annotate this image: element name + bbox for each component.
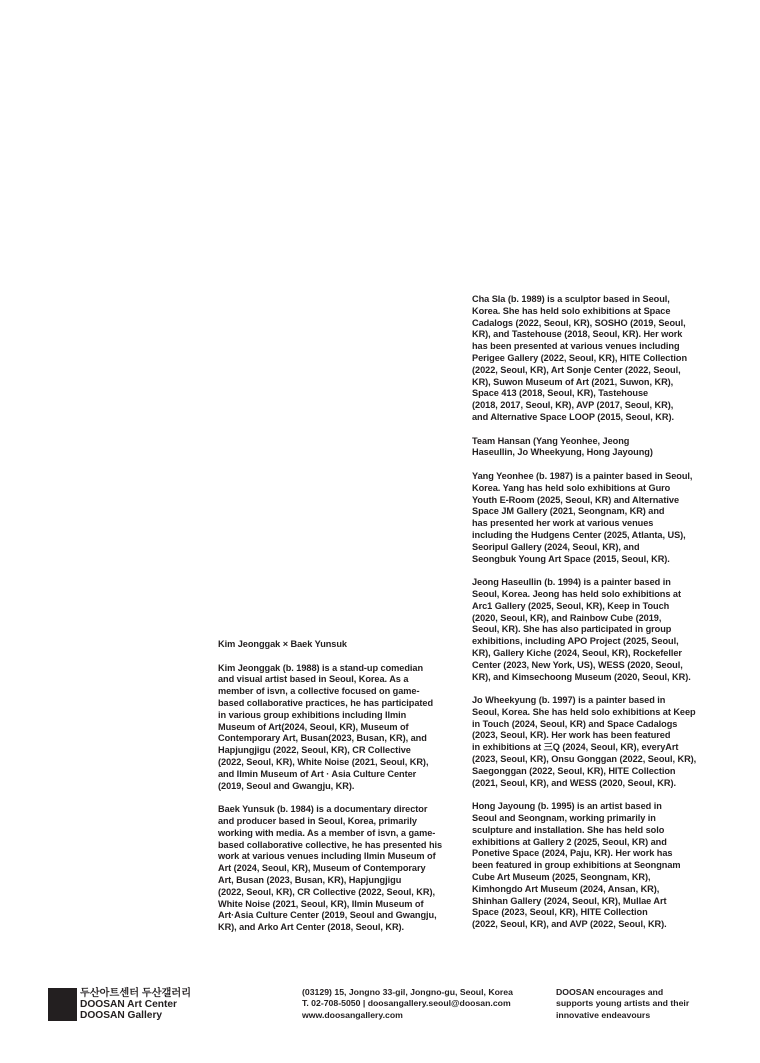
logo-art-center: DOOSAN Art Center [80, 999, 177, 1010]
bio-hong-jayoung: Hong Jayoung (b. 1995) is an artist based in Seoul and Seongnam, working primarily in sculpture and installation. She has held solo exhibitions at Gallery 2 (2025, Seoul, KR) and Ponetive Space (2024, Paju, KR). Her work has been featured in group exhibitions at Seongnam Cube Art Museum (2025, Seongnam, KR), Kimhongdo Art Museum (2024, Ansan, KR), Shinhan Gallery (2024, Seoul, KR), Mullae Art Space (2023, Seoul, KR), HITE Collection (2022, Seoul, KR), and AVP (2022, Seoul, KR). [472, 801, 681, 930]
right-column [472, 294, 718, 931]
slogan-line-1: DOOSAN encourages and [556, 987, 664, 997]
footer-phone-email: T. 02-708-5050 | doosangallery.seoul@doosan.com [302, 998, 511, 1009]
section-heading-kim-baek: Kim Jeonggak × Baek Yunsuk [218, 639, 347, 649]
logo-text [80, 988, 240, 1021]
slogan-line-3: innovative endeavours [556, 1009, 651, 1020]
logo-korean-name: 두산아트센터 두산갤러리 [80, 988, 192, 999]
bio-kim-jeonggak: Kim Jeonggak (b. 1988) is a stand-up comedian and visual artist based in Seoul, Korea. As a member of isvn, a collective focused on game- based collaborative practices, he has participated in various group exhibitions including Ilmin Museum of Art(2024, Seoul, KR), Museum of Contemporary Art, Busan(2023, Busan, KR), and Hapjungjigu (2022, Seoul, KR), CR Collective (2022, Seoul, KR), White Noise (2021, Seoul, KR), and Ilmin Museum of Art · Asia Culture Center (2019, Seoul and Gwangju, KR). [218, 662, 434, 791]
bio-cha-sla: Cha Sla (b. 1989) is a sculptor based in Seoul, Korea. She has held solo exhibitions at Space Cadalogs (2022, Seoul, KR), SOSHO (2019, Seoul, KR), and Tastehouse (2018, Seoul, KR). Her work has been presented at various venues including Perigee Gallery (2022, Seoul, KR), HITE Collection (2022, Seoul, KR), Art Sonje Center (2022, Seoul, KR), Suwon Museum of Art (2021, Suwon, KR), Space 413 (2018, Seoul, KR), Tastehouse (2018, 2017, Seoul, KR), AVP (2017, Seoul, KR), and Alternative Space LOOP (2015, Seoul, KR). [472, 294, 688, 422]
bio-baek-yunsuk: Baek Yunsuk (b. 1984) is a documentary director and producer based in Seoul, Korea, primarily working with media. As a member of isvn, a game- based collaborative collective, he has presented his work at various venues including Ilmin Museum of Art (2024, Seoul, KR), Museum of Contemporary Art, Busan (2023, Busan, KR), Hapjungjigu (2022, Seoul, KR), CR Collective (2022, Seoul, KR), White Noise (2021, Seoul, KR), Ilmin Museum of Art·Asia Culture Center (2019, Seoul and Gwangju, KR), and Arko Art Center (2018, Seoul, KR). [218, 804, 443, 933]
footer-slogan [556, 987, 736, 1021]
section-heading-team-hansan: Team Hansan (Yang Yeonhee, Jeong Haseullin, Jo Wheekyung, Hong Jayoung) [472, 435, 653, 458]
slogan-line-2: supports young artists and their [556, 998, 690, 1009]
footer-website-link[interactable]: www.doosangallery.com [302, 1009, 403, 1020]
logo-gallery: DOOSAN Gallery [80, 1010, 163, 1021]
logo-square-icon [48, 988, 77, 1021]
left-column [218, 639, 458, 934]
bio-jeong-haseullin: Jeong Haseullin (b. 1994) is a painter based in Seoul, Korea. Jeong has held solo exhibitions at Arc1 Gallery (2025, Seoul, KR), Keep in Touch (2020, Seoul, KR), and Rainbow Cube (2019, Seoul, KR). She has also participated in group exhibitions, including APO Project (2025, Seoul, KR), Gallery Kiche (2024, Seoul, KR), Rockefeller Center (2023, New York, US), WESS (2020, Seoul, KR), and Kimsechoong Museum (2020, Seoul, KR). [472, 577, 691, 682]
footer-contact [302, 987, 532, 1021]
bio-yang-yeonhee: Yang Yeonhee (b. 1987) is a painter based in Seoul, Korea. Yang has held solo exhibitions at Guro Youth E-Room (2025, Seoul, KR) and Alternative Space JM Gallery (2021, Seongnam, KR) and has presented her work at various venues including the Hudgens Center (2025, Atlanta, US), Seoripul Gallery (2024, Seoul, KR), and Seongbuk Young Art Space (2015, Seoul, KR). [472, 470, 693, 564]
footer-address: (03129) 15, Jongno 33-gil, Jongno-gu, Seoul, Korea [302, 987, 513, 997]
bio-jo-wheekyung: Jo Wheekyung (b. 1997) is a painter based in Seoul, Korea. She has held solo exhibitions at Keep in Touch (2024, Seoul, KR) and Space Cadalogs (2023, Seoul, KR). Her work has been featured in exhibitions at 三Q (2024, Seoul, KR), everyArt (2023, Seoul, KR), Onsu Gonggan (2022, Seoul, KR), Saegonggan (2022, Seoul, KR), HITE Collection (2021, Seoul, KR), and WESS (2020, Seoul, KR). [472, 695, 697, 788]
